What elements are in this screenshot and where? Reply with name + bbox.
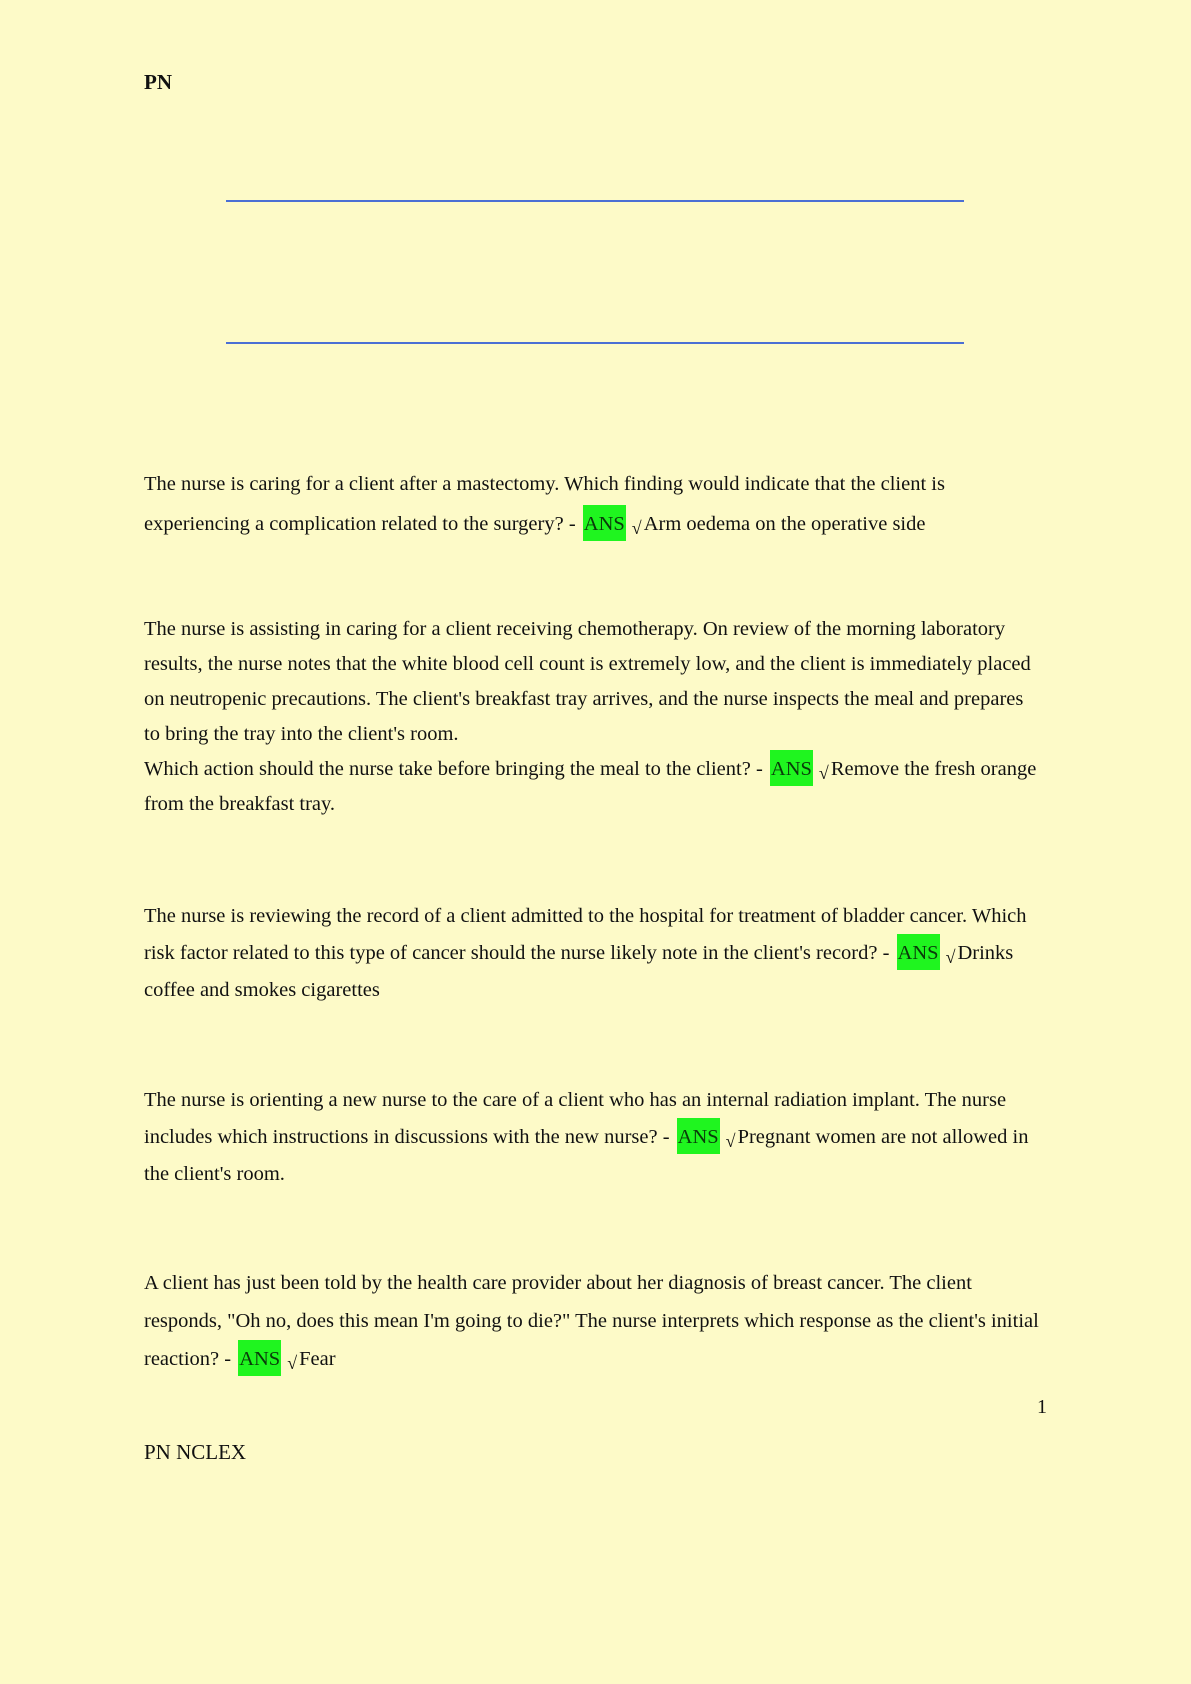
question-text: The nurse is reviewing the record of a client admitted to the hospital for treatment of bladder cancer. Which risk factor related to this type of cancer should the nurse likely note in the client's record? - bbox=[144, 905, 1027, 964]
question-text: A client has just been told by the health care provider about her diagnosis of breast cancer. The client responds, "Oh no, does this mean I'm going to die?" The nurse interprets which response as the client's initial reaction? - bbox=[144, 1272, 1039, 1370]
qa-item bbox=[144, 898, 1044, 1009]
horizontal-rule-bottom bbox=[226, 342, 964, 344]
page-header: PN bbox=[144, 70, 172, 94]
qa-item bbox=[144, 464, 1044, 544]
checkmark-icon: √ bbox=[945, 947, 956, 967]
question-text: The nurse is caring for a client after a mastectomy. Which finding would indicate that the client is experiencing a complication related to the surgery? - bbox=[144, 473, 945, 535]
answer-text: Remove the fresh orange from the breakfast tray. bbox=[144, 758, 1037, 815]
question-text-continued bbox=[144, 752, 1044, 822]
checkmark-icon: √ bbox=[725, 1131, 736, 1151]
qa-item bbox=[144, 612, 1044, 822]
answer-text: Pregnant women are not allowed in the client's room. bbox=[144, 1126, 1029, 1185]
checkmark-icon: √ bbox=[818, 763, 829, 783]
ans-highlight: ANS bbox=[897, 934, 940, 970]
question-text: The nurse is orienting a new nurse to the care of a client who has an internal radiation implant. The nurse includes which instructions in discussions with the new nurse? - bbox=[144, 1089, 1007, 1148]
page-footer: PN NCLEX bbox=[144, 1440, 247, 1464]
checkmark-icon: √ bbox=[287, 1353, 298, 1373]
page-number: 1 bbox=[1037, 1396, 1047, 1418]
answer-text: Arm oedema on the operative side bbox=[643, 513, 926, 535]
horizontal-rule-top bbox=[226, 200, 964, 202]
answer-text: Drinks coffee and smokes cigarettes bbox=[144, 942, 1014, 1001]
ans-highlight: ANS bbox=[677, 1118, 720, 1154]
answer-text: Fear bbox=[299, 1348, 336, 1370]
checkmark-icon: √ bbox=[631, 518, 642, 538]
qa-item bbox=[144, 1082, 1044, 1193]
question-prompt: Which action should the nurse take before bringing the meal to the client? - bbox=[144, 758, 763, 780]
ans-highlight: ANS bbox=[583, 505, 626, 541]
ans-highlight: ANS bbox=[770, 750, 813, 786]
qa-item bbox=[144, 1264, 1044, 1378]
ans-highlight: ANS bbox=[238, 1340, 281, 1376]
question-text: The nurse is assisting in caring for a client receiving chemotherapy. On review of the morning laboratory results, the nurse notes that the white blood cell count is extremely low, and the client is immediately placed on neutropenic precautions. The client's breakfast tray arrives, and the nurse inspects the meal and prepares to bring the tray into the client's room. bbox=[144, 618, 1031, 745]
